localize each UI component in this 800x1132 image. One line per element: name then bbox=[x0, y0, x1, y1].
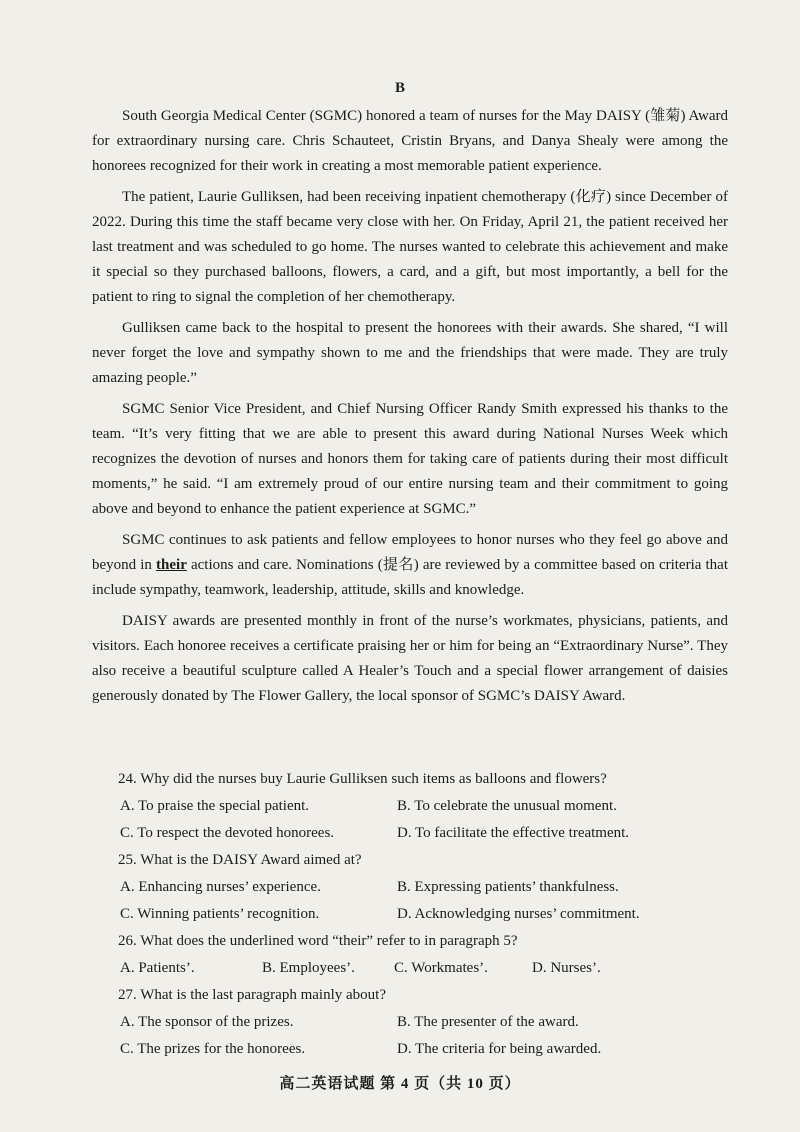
paragraph-4: SGMC Senior Vice President, and Chief Nursing Officer Randy Smith expressed his thanks to the team. “It’s very fitting that we are able to present this award during National Nurses Week which recognizes the devotion of nurses and honors them for taking care of patients during their most difficult moments,” he said. “I am extremely proud of our entire nursing team and their commitment to going above and beyond to enhance the patient experience at SGMC.” bbox=[92, 401, 728, 517]
option-a: A. To praise the special patient. bbox=[120, 798, 310, 814]
question-stem: 25. What is the DAISY Award aimed at? bbox=[118, 852, 362, 868]
answer-options bbox=[118, 1009, 738, 1063]
option-c: C. Winning patients’ recognition. bbox=[120, 906, 320, 922]
option-b: B. The presenter of the award. bbox=[397, 1014, 579, 1030]
question-list bbox=[118, 766, 738, 1063]
answer-options bbox=[118, 955, 738, 982]
question-27 bbox=[118, 982, 738, 1063]
paragraph-5 bbox=[92, 528, 728, 603]
answer-options bbox=[118, 793, 738, 847]
question-stem: 26. What does the underlined word “their” refer to in paragraph 5? bbox=[118, 933, 518, 949]
option-d: D. To facilitate the effective treatment. bbox=[397, 825, 630, 841]
paragraph-2: The patient, Laurie Gulliksen, had been receiving inpatient chemotherapy (化疗) since December of 2022. During this time the staff became very close with her. On Friday, April 21, the patient received her last treatment and was scheduled to go home. The nurses wanted to celebrate this achievement and make it special so they purchased balloons, flowers, a card, and a gift, but most importantly, a bell for the patient to ring to signal the completion of her chemotherapy. bbox=[92, 189, 728, 305]
paragraph-5-text-after: actions and care. Nominations (提名) are reviewed by a committee based on criteria that include sympathy, teamwork, leadership, attitude, skills and knowledge. bbox=[92, 557, 728, 598]
option-d: D. Acknowledging nurses’ commitment. bbox=[397, 906, 640, 922]
question-26 bbox=[118, 928, 738, 982]
question-stem: 24. Why did the nurses buy Laurie Gulliksen such items as balloons and flowers? bbox=[118, 771, 607, 787]
option-a: A. Patients’. bbox=[120, 960, 195, 976]
option-c: C. The prizes for the honorees. bbox=[120, 1041, 306, 1057]
reading-passage bbox=[92, 104, 728, 715]
question-24 bbox=[118, 766, 738, 847]
option-a: A. The sponsor of the prizes. bbox=[120, 1014, 294, 1030]
paragraph-1: South Georgia Medical Center (SGMC) honored a team of nurses for the May DAISY (雏菊) Award for extraordinary nursing care. Chris Schauteet, Cristin Bryans, and Danya Shealy were among the honorees recognized for their work in creating a most memorable patient experience. bbox=[92, 108, 728, 174]
answer-options bbox=[118, 874, 738, 928]
page-footer: 高二英语试题 第 4 页（共 10 页） bbox=[279, 1076, 521, 1092]
option-c: C. To respect the devoted honorees. bbox=[120, 825, 335, 841]
paragraph-5-text-before: SGMC continues to ask patients and fellow employees to honor nurses who they feel go above and beyond in bbox=[92, 532, 728, 573]
option-a: A. Enhancing nurses’ experience. bbox=[120, 879, 321, 895]
section-label: B bbox=[394, 80, 405, 96]
option-b: B. Employees’. bbox=[262, 960, 355, 976]
option-c: C. Workmates’. bbox=[394, 960, 488, 976]
option-b: B. Expressing patients’ thankfulness. bbox=[397, 879, 619, 895]
paragraph-6: DAISY awards are presented monthly in front of the nurse’s workmates, physicians, patients, and visitors. Each honoree receives a certificate praising her or him for being an “Extraordinary Nurse”. They also receive a beautiful sculpture called A Healer’s Touch and a special flower arrangement of daisies generously donated by The Flower Gallery, the local sponsor of SGMC’s DAISY Award. bbox=[92, 613, 728, 704]
option-d: D. Nurses’. bbox=[532, 960, 601, 976]
option-b: B. To celebrate the unusual moment. bbox=[397, 798, 617, 814]
underlined-word-their: their bbox=[156, 557, 187, 573]
paragraph-3: Gulliksen came back to the hospital to present the honorees with their awards. She shared, “I will never forget the love and sympathy shown to me and the friendships that were made. They are truly amazing people.” bbox=[92, 320, 728, 386]
question-stem: 27. What is the last paragraph mainly about? bbox=[118, 987, 386, 1003]
option-d: D. The criteria for being awarded. bbox=[397, 1041, 602, 1057]
question-25 bbox=[118, 847, 738, 928]
